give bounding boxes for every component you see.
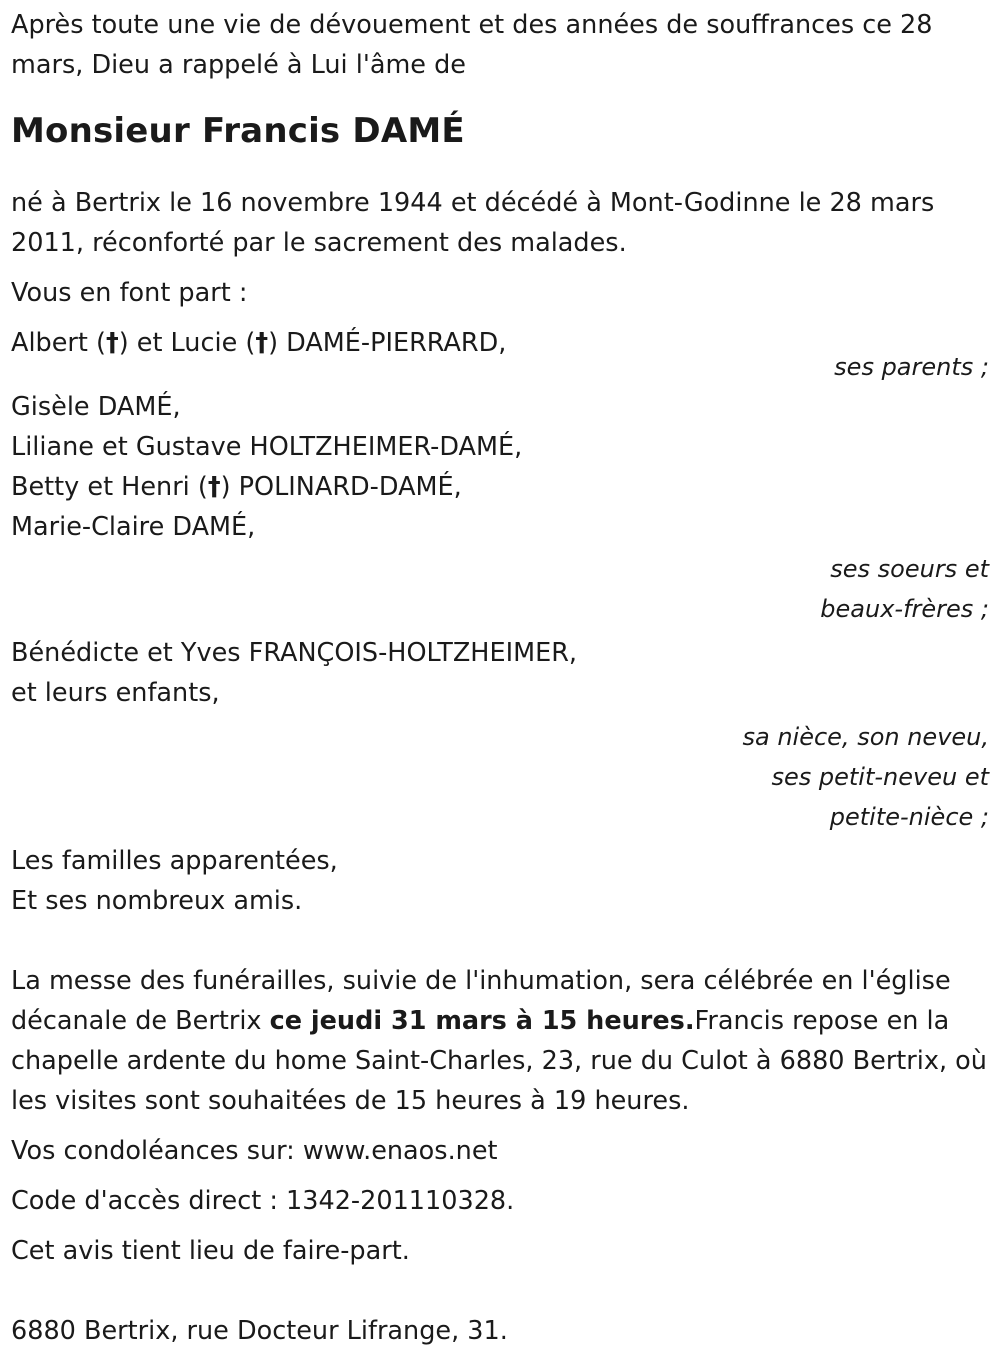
funeral-text-a: La messe des funérailles, suivie de l'inhumation, sera célébrée en l'église décanale de Bertrix bbox=[11, 966, 951, 1036]
sibling-line-4: Marie-Claire DAMÉ, bbox=[11, 512, 256, 542]
funeral-date: ce jeudi 31 mars à 15 heures. bbox=[269, 1006, 695, 1036]
announce-text: Vous en font part : bbox=[11, 278, 248, 308]
parents-relation: ses parents ; bbox=[834, 353, 989, 381]
niece-relation-1: sa nièce, son neveu, bbox=[742, 723, 989, 751]
sibling-line-1: Gisèle DAMÉ, bbox=[11, 392, 181, 422]
parents-part2: ) et Lucie ( bbox=[118, 328, 256, 358]
niece-line-1: Bénédicte et Yves FRANÇOIS-HOLTZHEIMER, bbox=[11, 638, 578, 668]
friends-line: Et ses nombreux amis. bbox=[11, 886, 303, 916]
notice-line: Cet avis tient lieu de faire-part. bbox=[11, 1236, 410, 1266]
sibling-line-3b: ) POLINARD-DAMÉ, bbox=[220, 472, 462, 502]
birth-death-text: né à Bertrix le 16 novembre 1944 et décédé à Mont-Godinne le 28 mars 2011, réconforté par le sacrement des malades. bbox=[11, 188, 935, 258]
cross-icon: † bbox=[207, 472, 221, 502]
sibling-line-3 bbox=[11, 467, 991, 507]
sibling-line-2: Liliane et Gustave HOLTZHEIMER-DAMÉ, bbox=[11, 432, 523, 462]
niece-relation-3: petite-nièce ; bbox=[829, 803, 989, 831]
siblings-relation-2: beaux-frères ; bbox=[820, 595, 989, 623]
obituary-notice bbox=[11, 0, 991, 1351]
condolences-line: Vos condoléances sur: www.enaos.net bbox=[11, 1136, 498, 1166]
cross-icon: † bbox=[105, 328, 119, 358]
niece-line-2: et leurs enfants, bbox=[11, 678, 220, 708]
sibling-line-3a: Betty et Henri ( bbox=[11, 472, 208, 502]
siblings-relation-1: ses soeurs et bbox=[830, 555, 989, 583]
funeral-paragraph bbox=[11, 961, 991, 1121]
deceased-name: Monsieur Francis DAMÉ bbox=[11, 111, 465, 151]
niece-relation-2: ses petit-neveu et bbox=[771, 763, 989, 791]
funeral-text-b: Francis repose en la chapelle ardente du home Saint-Charles, 23, rue du Culot à 6880 Bertrix, où les visites sont souhaitées de 15 heures à 19 heures. bbox=[11, 1006, 987, 1116]
parents-part1: Albert ( bbox=[11, 328, 106, 358]
cross-icon: † bbox=[255, 328, 269, 358]
address-line: 6880 Bertrix, rue Docteur Lifrange, 31. bbox=[11, 1316, 508, 1346]
families-line: Les familles apparentées, bbox=[11, 846, 338, 876]
access-code-line: Code d'accès direct : 1342-201110328. bbox=[11, 1186, 515, 1216]
intro-text: Après toute une vie de dévouement et des années de souffrances ce 28 mars, Dieu a rappelé à Lui l'âme de bbox=[11, 10, 933, 80]
parents-part3: ) DAMÉ-PIERRARD, bbox=[268, 328, 507, 358]
